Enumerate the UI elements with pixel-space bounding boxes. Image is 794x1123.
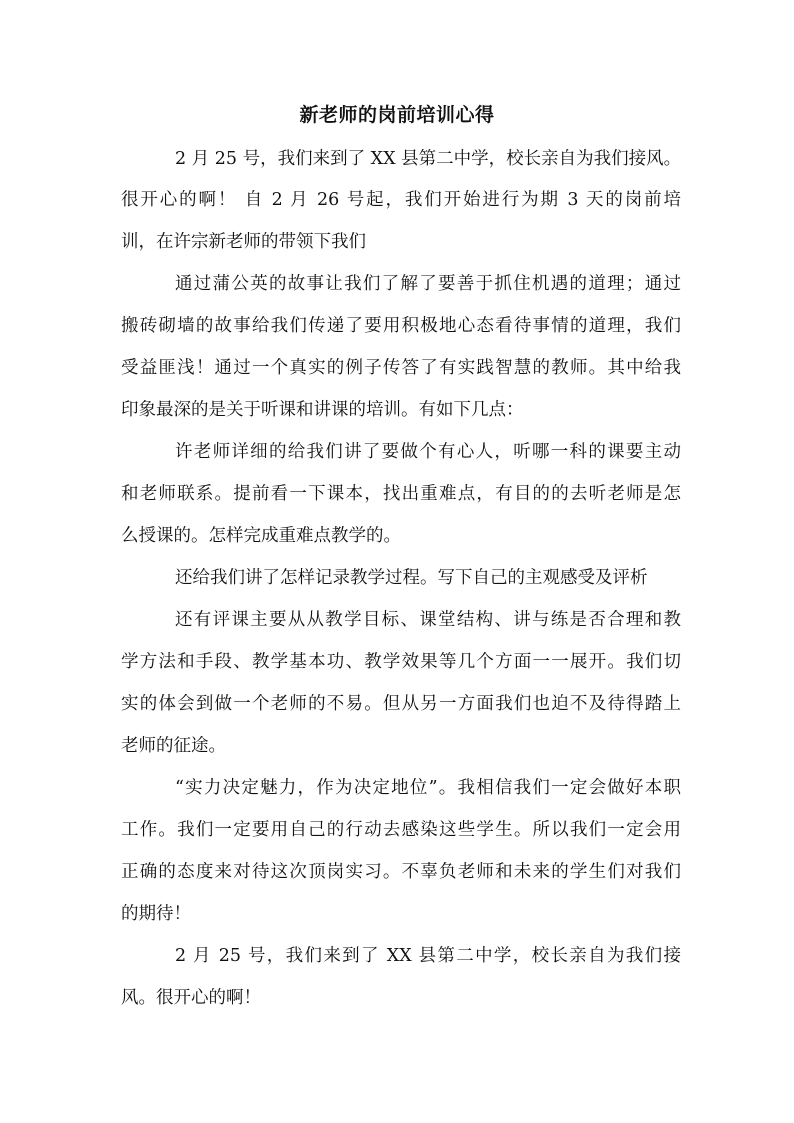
paragraph-line: 2 月 25 号，我们来到了 XX 县第二中学，校长亲自为我们接 xyxy=(175,946,681,966)
paragraph-line: 正确的态度来对待这次顶岗实习。不辜负老师和未来的学生们对我们 xyxy=(121,862,681,882)
paragraph-line: 风。很开心的啊！ xyxy=(121,988,261,1008)
paragraph-line: 受益匪浅！通过一个真实的例子传答了有实践智慧的教师。其中给我 xyxy=(121,358,681,378)
document-title: 新老师的岗前培训心得 xyxy=(299,104,495,126)
paragraph-line: 工作。我们一定要用自己的行动去感染这些学生。所以我们一定会用 xyxy=(121,820,681,840)
paragraph-line: 还给我们讲了怎样记录教学过程。写下自己的主观感受及评析 xyxy=(175,568,648,588)
paragraph-line: 的期待！ xyxy=(121,904,191,924)
paragraph-line: 搬砖砌墙的故事给我们传递了要用积极地心态看待事情的道理，我们 xyxy=(121,316,681,336)
paragraph-line: 通过蒲公英的故事让我们了解了要善于抓住机遇的道理；通过 xyxy=(175,274,681,294)
paragraph-line: 学方法和手段、教学基本功、教学效果等几个方面一一展开。我们切 xyxy=(121,652,681,672)
paragraph-line: 和老师联系。提前看一下课本，找出重难点，有目的的去听老师是怎 xyxy=(121,484,681,504)
paragraph-line: 许老师详细的给我们讲了要做个有心人，听哪一科的课要主动 xyxy=(175,442,681,462)
paragraph-line: 很开心的啊！ 自 2 月 26 号起，我们开始进行为期 3 天的岗前培 xyxy=(121,190,681,210)
paragraph-line: 么授课的。怎样完成重难点教学的。 xyxy=(121,526,401,546)
paragraph-line: 印象最深的是关于听课和讲课的培训。有如下几点： xyxy=(121,400,524,420)
paragraph-line: 老师的征途。 xyxy=(121,736,226,756)
paragraph-line: “实力决定魅力，作为决定地位”。我相信我们一定会做好本职 xyxy=(175,778,681,798)
paragraph-line: 还有评课主要从从教学目标、课堂结构、讲与练是否合理和教 xyxy=(175,610,681,630)
paragraph-line: 训，在许宗新老师的带领下我们 xyxy=(121,232,366,252)
paragraph-line: 2 月 25 号，我们来到了 XX 县第二中学，校长亲自为我们接风。 xyxy=(175,149,682,169)
paragraph-line: 实的体会到做一个老师的不易。但从另一方面我们也迫不及待得踏上 xyxy=(121,694,681,714)
